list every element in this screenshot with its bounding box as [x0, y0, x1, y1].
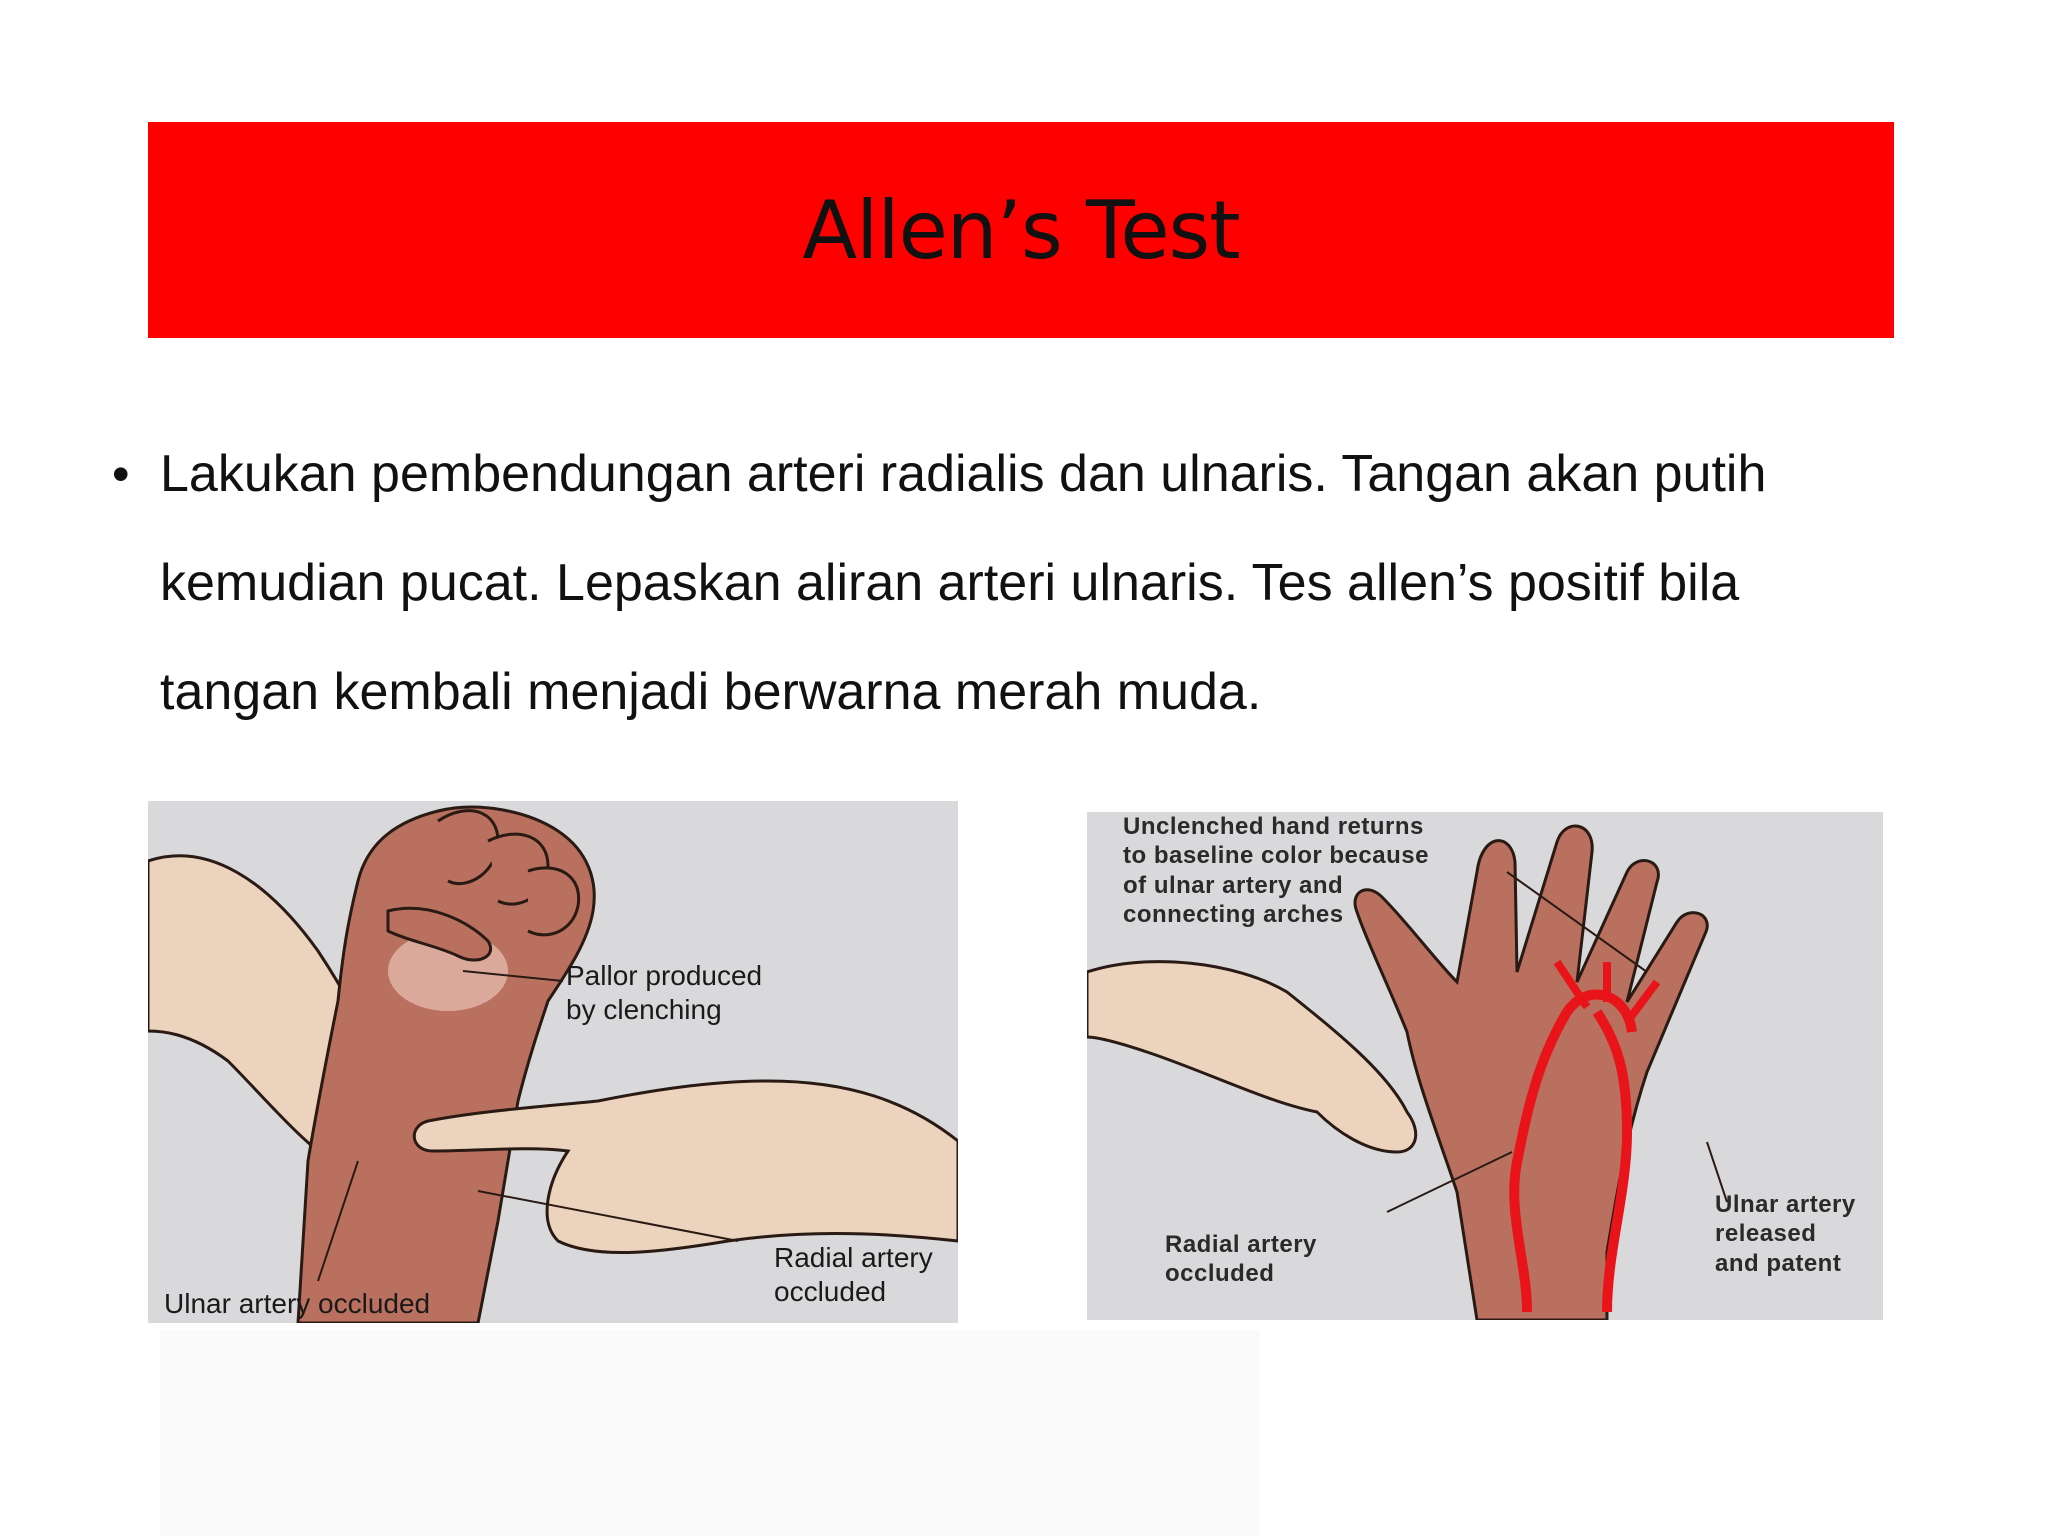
label-radial-occluded-right: Radial artery occluded [1165, 1231, 1317, 1288]
label-ulnar-occluded: Ulnar artery occluded [164, 1288, 431, 1319]
background-panel [160, 1330, 1260, 1536]
illustration-clenched-hand [148, 801, 958, 1323]
label-ulnar-released: Ulnar artery released and patent [1715, 1191, 1856, 1277]
label-unclenched: Unclenched hand returns to baseline color because of ulnar artery and connecting arches [1123, 813, 1429, 928]
bullet-text: Lakukan pembendungan arteri radialis dan ulnaris. Tangan akan putih kemudian pucat. Lepaskan aliran arteri ulnaris. Tes allen’s positif bila tangan kembali menjadi berwarna merah muda. [160, 445, 1767, 721]
examiner-hand [1087, 962, 1416, 1152]
illustration-unclenched-hand [1087, 812, 1883, 1320]
label-radial-occluded: Radial artery occluded [774, 1242, 933, 1308]
bullet-list [112, 420, 1902, 747]
title-banner [148, 122, 1894, 338]
label-pallor: Pallor produced by clenching [566, 960, 763, 1026]
bullet-item [112, 420, 1902, 747]
slide-title: Allen’s Test [802, 183, 1240, 277]
bullet-marker: • [112, 446, 130, 502]
